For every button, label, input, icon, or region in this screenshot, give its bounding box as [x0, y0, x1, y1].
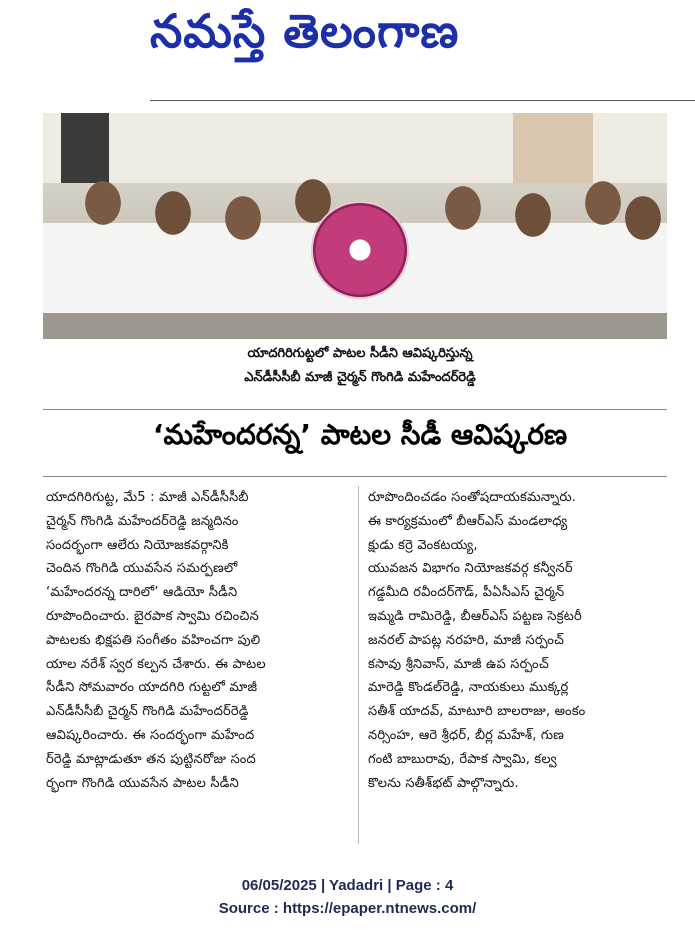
body-line: సందర్భంగా ఆలేరు నియోజకవర్గానికి: [46, 537, 229, 553]
body-line: ర్భంగా గొంగిడి యువసేన పాటల సీడీని: [46, 775, 239, 791]
body-line: సతీశ్ యాదవ్, మాటూరి బాలరాజు, అంకం: [368, 704, 586, 720]
body-line: మారెడ్డి కొండల్‌రెడ్డి, నాయకులు ముక్కర్ల: [368, 680, 569, 696]
body-line: యువజన విభాగం నియోజకవర్గ కన్వీనర్: [368, 561, 573, 577]
photo-cd-cover: [311, 201, 409, 299]
body-line: నర్సింహ, ఆరె శ్రీధర్, బీర్ల మహేశ్, గుణ: [368, 727, 565, 743]
footer-date-edition: 06/05/2025 | Yadadri | Page : 4: [241, 877, 454, 894]
headline-rule-bottom: [43, 476, 667, 477]
body-line: చెందిన గొంగిడి యువసేన సమర్పణలో: [46, 561, 238, 577]
body-line: రూపొందించడం సంతోషదాయకమన్నారు.: [368, 490, 577, 505]
body-line: సీడీని సోమవారం యాదగిరి గుట్టలో మాజీ: [46, 680, 258, 696]
body-line: క్షుడు కర్రె వెంకటయ్య,: [368, 537, 478, 553]
news-photo: [43, 113, 667, 339]
body-line: పాటలకు భిక్షపతి సంగీతం వహించగా పులి: [46, 632, 261, 648]
body-line: గంటి బాబురావు, రేపాక స్వామి, కల్వ: [368, 751, 557, 767]
article-headline: ‘మహేందరన్న’ పాటల సీడీ ఆవిష్కరణ: [152, 418, 568, 451]
body-line: గడ్డమీది రవీందర్‌గౌడ్, పీఏసీఎస్ చైర్మన్: [368, 585, 565, 601]
body-line: ఇమ్మడి రామిరెడ్డి, బీఆర్‌ఎస్ పట్టణ సెక్రటరీ: [368, 608, 582, 624]
article-body-right-column: [368, 486, 668, 795]
body-line: ఈ కార్యక్రమంలో బీఆర్‌ఎస్ మండలాధ్య: [368, 513, 568, 529]
column-divider: [358, 486, 359, 844]
body-line: ‘మహేందరన్న దారిలో’ ఆడియో సీడీని: [46, 585, 238, 601]
body-line: ఎన్‌డీసీసీబీ చైర్మన్ గొంగిడి మహేందర్‌రెడ్డి: [46, 704, 249, 720]
photo-caption-line-1: యాదగిరిగుట్టలో పాటల సీడీని ఆవిష్కరిస్తున్న: [247, 346, 473, 361]
footer-source-link[interactable]: Source : https://epaper.ntnews.com/: [218, 900, 477, 917]
body-line: రూపొందించారు. బైరపాక స్వామి రచించిన: [46, 608, 259, 624]
body-line: చైర్మన్ గొంగిడి మహేందర్‌రెడ్డి జన్మదినం: [46, 513, 239, 529]
body-line: యాల నరేశ్ స్వర కల్పన చేశారు. ఈ పాటల: [46, 656, 266, 672]
body-line: ర్‌రెడ్డి మాట్లాడుతూ తన పుట్టినరోజు సంద: [46, 751, 256, 767]
newspaper-masthead: నమస్తే తెలంగాణ: [150, 4, 460, 58]
headline-rule-top: [43, 409, 667, 410]
masthead-rule: [150, 100, 695, 101]
article-body-left-column: [46, 486, 346, 795]
body-line: జనరల్ పాపట్ల నరహరి, మాజీ సర్పంచ్: [368, 632, 565, 648]
body-line: యాదగిరిగుట్ట, మే5 : మాజీ ఎన్‌డీసీసీబీ: [46, 490, 249, 505]
body-line: ఆవిష్కరించారు. ఈ సందర్భంగా మహేంద: [46, 727, 255, 743]
body-line: కసావు శ్రీనివాస్, మాజీ ఉప సర్పంచ్: [368, 656, 549, 672]
body-line: కొలను సతీశ్‌భట్ పాల్గొన్నారు.: [368, 775, 519, 791]
photo-caption-line-2: ఎన్‌డీసీసీబీ మాజీ చైర్మన్ గొంగిడి మహేందర్‌రెడ్డి: [244, 370, 476, 385]
